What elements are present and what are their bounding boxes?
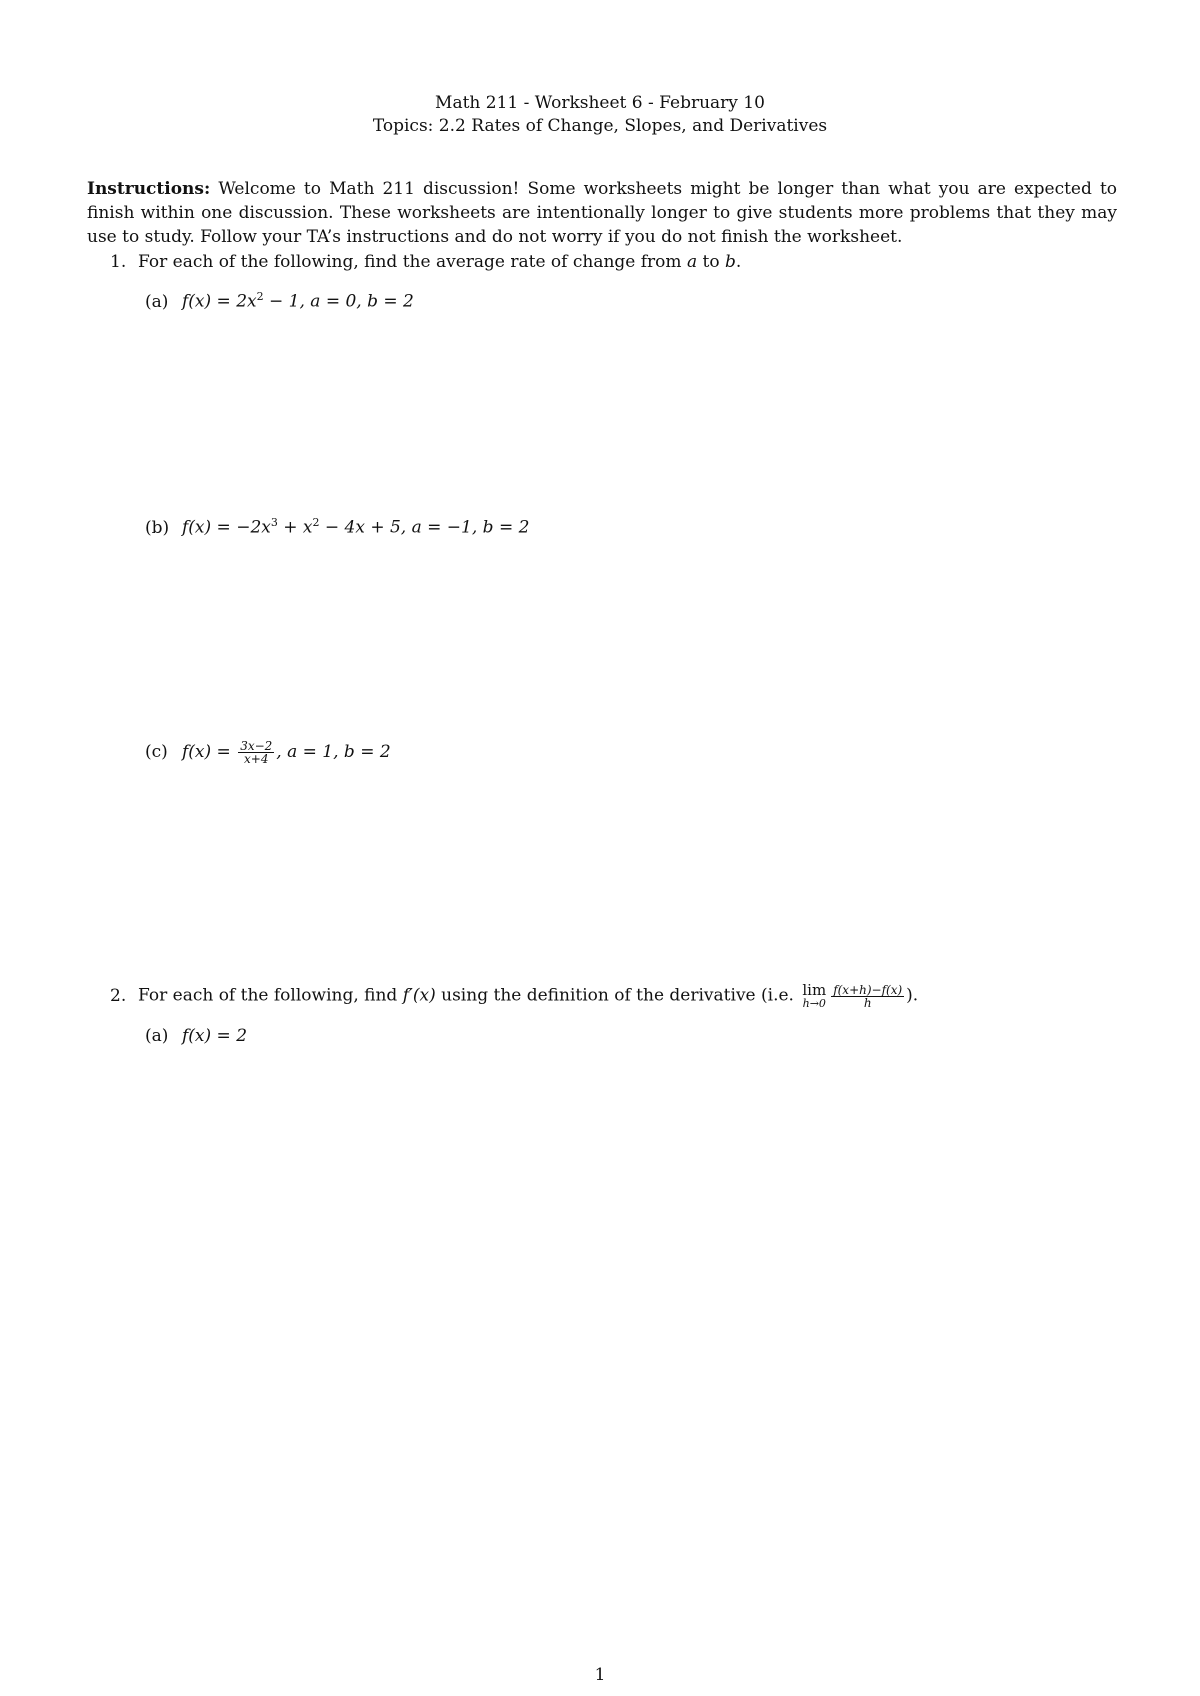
problem-2-prompt-end: ). — [906, 985, 919, 1006]
problem-1a — [145, 285, 414, 314]
problem-1c — [145, 740, 391, 765]
problem-1c-numerator: 3x−2 — [240, 739, 273, 753]
problem-2a-label: (a) — [145, 1026, 169, 1046]
problem-1-var-b: b — [724, 252, 736, 272]
difference-quotient-denominator: h — [863, 995, 872, 1010]
problem-1-prompt-before: For each of the following, find the average rate of change from — [138, 252, 687, 272]
problem-1 — [110, 250, 1110, 274]
problem-1b-exponent-2: 2 — [312, 516, 320, 529]
header — [0, 92, 1200, 138]
problem-2-prompt-2: using the definition of the derivative (i.e. — [435, 985, 800, 1006]
problem-1-prompt-end: . — [735, 252, 742, 272]
problem-1b — [145, 511, 529, 540]
problem-1c-fx: f(x) = — [182, 742, 237, 762]
limit-subscript: h→0 — [802, 997, 826, 1010]
problem-1a-exponent: 2 — [256, 290, 264, 303]
problem-2-fprime: f′(x) — [402, 985, 436, 1006]
problem-2 — [110, 983, 1110, 1009]
problem-1b-mid: + x — [277, 517, 313, 538]
problem-2-number: 2. — [110, 985, 127, 1006]
problem-2a — [145, 1024, 247, 1048]
problem-1c-denominator: x+4 — [244, 752, 269, 766]
problem-1a-label: (a) — [145, 291, 169, 312]
problem-1c-rest: , a = 1, b = 2 — [276, 742, 391, 762]
instructions-lead: Instructions: — [87, 179, 211, 199]
problem-1a-fx: f(x) = 2x — [182, 291, 257, 312]
problem-1-var-a: a — [686, 252, 698, 272]
instructions — [87, 177, 1117, 249]
problem-2a-expr: f(x) = 2 — [182, 1026, 248, 1046]
difference-quotient-numerator: f(x+h)−f(x) — [833, 982, 903, 997]
limit-word: lim — [802, 981, 827, 999]
limit-expression — [802, 983, 826, 1009]
worksheet-title: Math 211 - Worksheet 6 - February 10 — [435, 93, 765, 113]
problem-1-prompt-mid: to — [697, 252, 725, 272]
page-number: 1 — [594, 1665, 606, 1685]
problem-1c-label: (c) — [145, 742, 168, 762]
problem-1b-fx: f(x) = −2x — [182, 517, 271, 538]
instructions-text: Welcome to Math 211 discussion! Some worksheets might be longer than what you are expected to finish within one discussion. These worksheets are intentionally longer to give students more problems that they may use to study. Follow your TA’s instructions and do not worry if you do not finish the worksheet. — [87, 179, 1118, 247]
difference-quotient — [831, 984, 904, 1009]
problem-1a-rest: − 1, a = 0, b = 2 — [263, 291, 414, 312]
problem-1b-rest: − 4x + 5, a = −1, b = 2 — [319, 517, 530, 538]
problem-2-prompt: For each of the following, find — [138, 985, 403, 1006]
problem-1b-label: (b) — [145, 517, 170, 538]
problem-1-number: 1. — [110, 252, 127, 272]
problem-1b-exponent: 3 — [270, 516, 278, 529]
worksheet-topics: Topics: 2.2 Rates of Change, Slopes, and Derivatives — [372, 116, 828, 136]
problem-1c-fraction — [238, 740, 274, 765]
